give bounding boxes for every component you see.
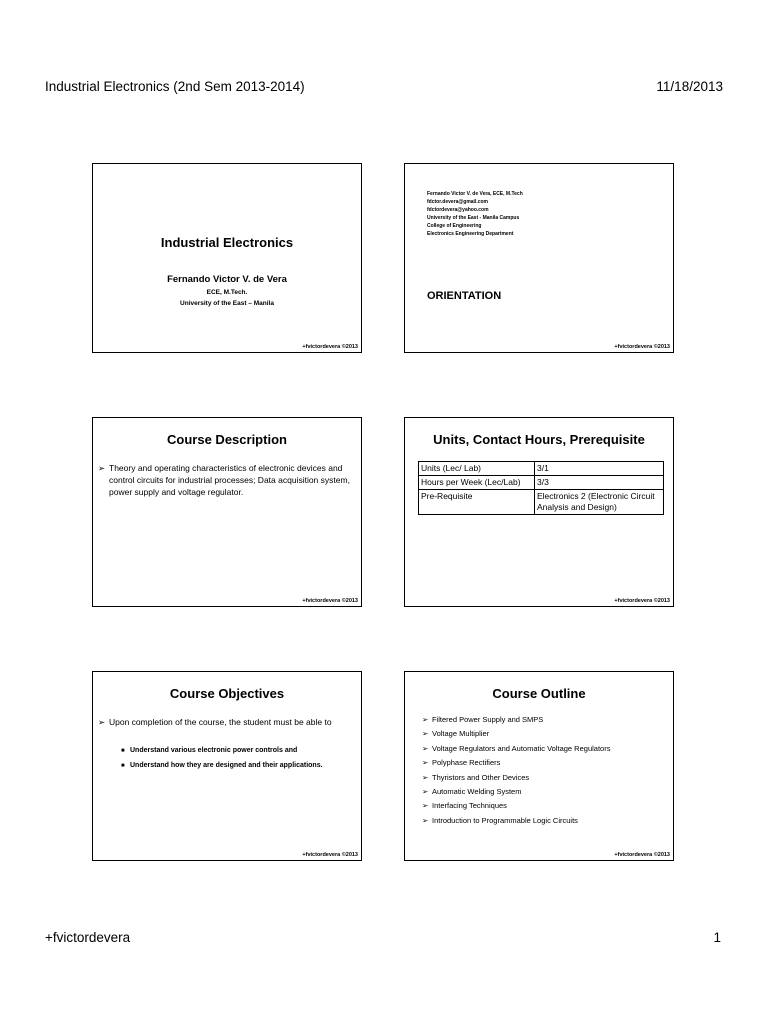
slide-units	[404, 417, 674, 607]
list-item	[121, 761, 349, 771]
table-row	[419, 462, 664, 476]
units-table	[418, 461, 664, 515]
table-cell: Units (Lec/ Lab)	[419, 462, 535, 476]
slide-affiliation: University of the East – Manila	[180, 300, 274, 307]
table-cell: Electronics 2 (Electronic Circuit Analysis and Design)	[535, 490, 664, 515]
contact-line: Fernando Victor V. de Vera, ECE, M.Tech	[427, 191, 523, 197]
slide-watermark: +fvictordevera ©2013	[614, 598, 670, 604]
description-text: Theory and operating characteristics of electronic devices and control circuits for industrial processes; Data acquisition system, power supply and voltage regulator.	[109, 463, 350, 497]
slide-heading: Course Description	[167, 432, 287, 447]
list-item	[422, 715, 663, 725]
description-bullet	[98, 462, 351, 498]
arrow-bullet-icon: ➢	[422, 772, 429, 782]
contact-line: Electronics Engineering Department	[427, 231, 514, 237]
slide-credentials: ECE, M.Tech.	[206, 289, 248, 296]
slide-orientation	[404, 163, 674, 353]
slide-heading: Course Objectives	[169, 686, 285, 701]
list-item-text: Voltage Multiplier	[432, 729, 490, 739]
slide-heading: Units, Contact Hours, Prerequisite	[433, 432, 645, 447]
table-cell: Pre-Requisite	[419, 490, 535, 515]
slide-watermark: +fvictordevera ©2013	[614, 344, 670, 350]
document-date: 11/18/2013	[656, 79, 723, 94]
list-item	[422, 787, 663, 797]
contact-line: fdctor.devera@gmail.com	[427, 199, 489, 205]
contact-block	[427, 190, 523, 238]
slide-course-outline	[404, 671, 674, 861]
list-item	[422, 729, 663, 739]
footer-author: +fvictordevera	[45, 930, 131, 945]
list-item	[422, 816, 663, 826]
list-item	[422, 801, 663, 811]
square-bullet-icon: ■	[121, 763, 125, 769]
slide-title	[92, 163, 362, 353]
arrow-bullet-icon: ➢	[422, 815, 429, 825]
arrow-bullet-icon: ➢	[422, 786, 429, 796]
list-item-text: Introduction to Programmable Logic Circuits	[432, 815, 578, 825]
arrow-bullet-icon: ➢	[98, 717, 106, 727]
list-item	[422, 744, 663, 754]
objectives-intro-text: Upon completion of the course, the student must be able to	[109, 717, 332, 727]
slide-heading: Course Outline	[492, 686, 586, 701]
contact-line: University of the East - Manila Campus	[427, 215, 520, 221]
list-item-text: Interfacing Techniques	[432, 801, 507, 811]
contact-line: fdctordevera@yahoo.com	[427, 207, 489, 213]
list-item	[422, 758, 663, 768]
slide-watermark: +fvictordevera ©2013	[302, 344, 358, 350]
list-item-text: Thyristors and Other Devices	[432, 772, 530, 782]
slide-watermark: +fvictordevera ©2013	[302, 598, 358, 604]
arrow-bullet-icon: ➢	[422, 801, 429, 811]
contact-line: College of Engineering	[427, 223, 482, 229]
table-row	[419, 476, 664, 490]
objectives-intro	[98, 716, 351, 728]
slide-author: Fernando Victor V. de Vera	[167, 274, 287, 285]
list-item-text: Filtered Power Supply and SMPS	[432, 715, 544, 724]
arrow-bullet-icon: ➢	[422, 743, 429, 753]
arrow-bullet-icon: ➢	[422, 715, 429, 724]
table-cell: 3/1	[535, 462, 664, 476]
list-item	[121, 746, 349, 756]
arrow-bullet-icon: ➢	[422, 758, 429, 768]
slide-title-heading: Industrial Electronics	[160, 235, 294, 250]
square-bullet-icon: ■	[121, 748, 125, 754]
slide-watermark: +fvictordevera ©2013	[614, 852, 670, 858]
list-item-text: Voltage Regulators and Automatic Voltage Regulators	[432, 743, 611, 753]
list-item-text: Understand how they are designed and their applications.	[130, 762, 323, 769]
document-title: Industrial Electronics (2nd Sem 2013-2014)	[45, 79, 305, 94]
arrow-bullet-icon: ➢	[422, 729, 429, 739]
list-item-text: Automatic Welding System	[432, 786, 522, 796]
page-number: 1	[713, 930, 721, 945]
list-item	[422, 773, 663, 783]
slide-course-description	[92, 417, 362, 607]
list-item-text: Understand various electronic power controls and	[130, 747, 298, 754]
arrow-bullet-icon: ➢	[98, 463, 106, 473]
table-row	[419, 490, 664, 515]
slide-course-objectives	[92, 671, 362, 861]
outline-list	[422, 715, 663, 830]
list-item-text: Polyphase Rectifiers	[432, 758, 501, 768]
table-cell: 3/3	[535, 476, 664, 490]
table-cell: Hours per Week (Lec/Lab)	[419, 476, 535, 490]
orientation-heading: ORIENTATION	[427, 290, 502, 302]
slide-watermark: +fvictordevera ©2013	[302, 852, 358, 858]
